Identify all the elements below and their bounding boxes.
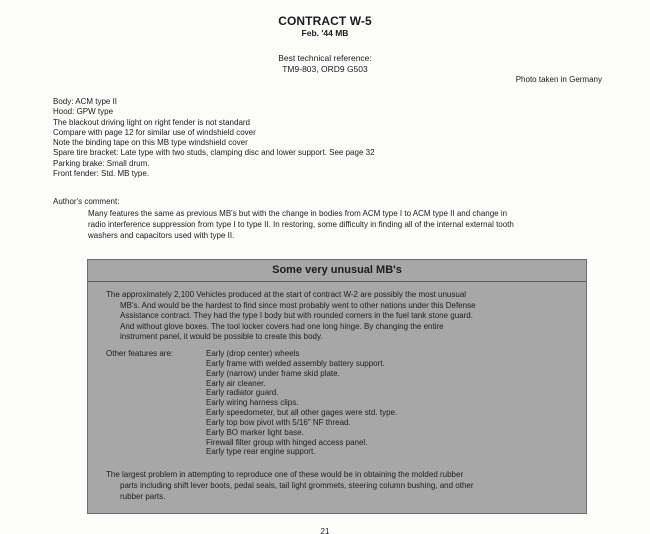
feature-item: Early wiring harness clips.	[206, 398, 299, 408]
spec-line: Parking brake: Small drum.	[53, 158, 150, 168]
spec-line: Spare tire bracket: Late type with two studs, clamping disc and lower support. See page 32	[53, 148, 375, 158]
paragraph-line: Assistance contract. They had the type I body but with rounded corners in the fuel tank stone guard.	[120, 311, 473, 321]
author-comment-line: washers and capacitors used with type II.	[88, 230, 235, 240]
feature-item: Early BO marker light base.	[206, 427, 304, 437]
feature-item: Firewall filter group with hinged access panel.	[206, 437, 368, 447]
paragraph-line: The largest problem in attempting to reproduce one of these would be in obtaining the molded rubber	[106, 470, 464, 479]
spec-line: Compare with page 12 for similar use of windshield cover	[53, 127, 256, 137]
spec-line: Note the binding tape on this MB type windshield cover	[53, 138, 248, 148]
page-number: 21	[320, 527, 330, 534]
unusual-mbs-sidebar-box	[87, 259, 587, 514]
feature-item: Early (narrow) under frame skid plate.	[206, 368, 340, 378]
feature-item: Early top bow pivot with 5/16" NF thread.	[206, 417, 351, 427]
feature-item: Early speedometer, but all other gages were std. type.	[206, 408, 398, 418]
sidebar-title-divider	[88, 281, 586, 282]
author-comment-line: Many features the same as previous MB's but with the change in bodies from ACM type I to ACM type II and change in	[88, 209, 508, 218]
reference-value: TM9-803, ORD9 G503	[282, 64, 368, 74]
technical-reference	[0, 53, 650, 75]
author-comment-text	[88, 209, 608, 241]
sidebar-closing-paragraph	[106, 469, 566, 502]
paragraph-line: MB's. And would be the hardest to find since most probably went to other nations under this Defense	[120, 300, 476, 310]
photo-note: Photo taken in Germany	[515, 75, 602, 84]
feature-item: Early frame with welded assembly battery support.	[206, 358, 385, 368]
spec-line: The blackout driving light on right fender is not standard	[53, 117, 251, 127]
paragraph-line: instrument panel, it would be possible to create this body.	[120, 332, 323, 342]
features-label: Other features are:	[106, 349, 174, 358]
paragraph-line: The approximately 2,100 Vehicles produced at the start of contract W-2 are possibly the most unusual	[106, 290, 467, 299]
feature-item: Early (drop center) wheels	[206, 349, 300, 358]
feature-item: Early type rear engine support.	[206, 447, 316, 457]
spec-list	[53, 97, 613, 179]
spec-line: Front fender: Std. MB type.	[53, 169, 150, 179]
page-subtitle-date: Feb. '44 MB	[301, 28, 349, 38]
author-comment-line: radio interference suppression from type I to type II. In restoring, some difficulty in finding all of the internal external tooth	[88, 219, 514, 229]
page-title: CONTRACT W-5	[278, 14, 372, 28]
author-comment-label: Author's comment:	[53, 197, 120, 206]
features-list	[206, 349, 576, 457]
sidebar-box-title: Some very unusual MB's	[272, 264, 402, 276]
paragraph-line: rubber parts.	[120, 492, 166, 501]
spec-line: Body: ACM type II	[53, 97, 118, 106]
reference-label: Best technical reference:	[278, 53, 372, 63]
paragraph-line: parts including shift lever boots, pedal seals, tail light grommets, steering column bushing, and other	[120, 481, 474, 490]
paragraph-line: And without glove boxes. The tool locker covers had one long hinge. By changing the entire	[120, 321, 444, 331]
spec-line: Hood: GPW type	[53, 107, 114, 117]
feature-item: Early radiator guard.	[206, 388, 279, 398]
sidebar-intro-paragraph	[106, 290, 551, 343]
feature-item: Early air cleaner.	[206, 378, 266, 388]
